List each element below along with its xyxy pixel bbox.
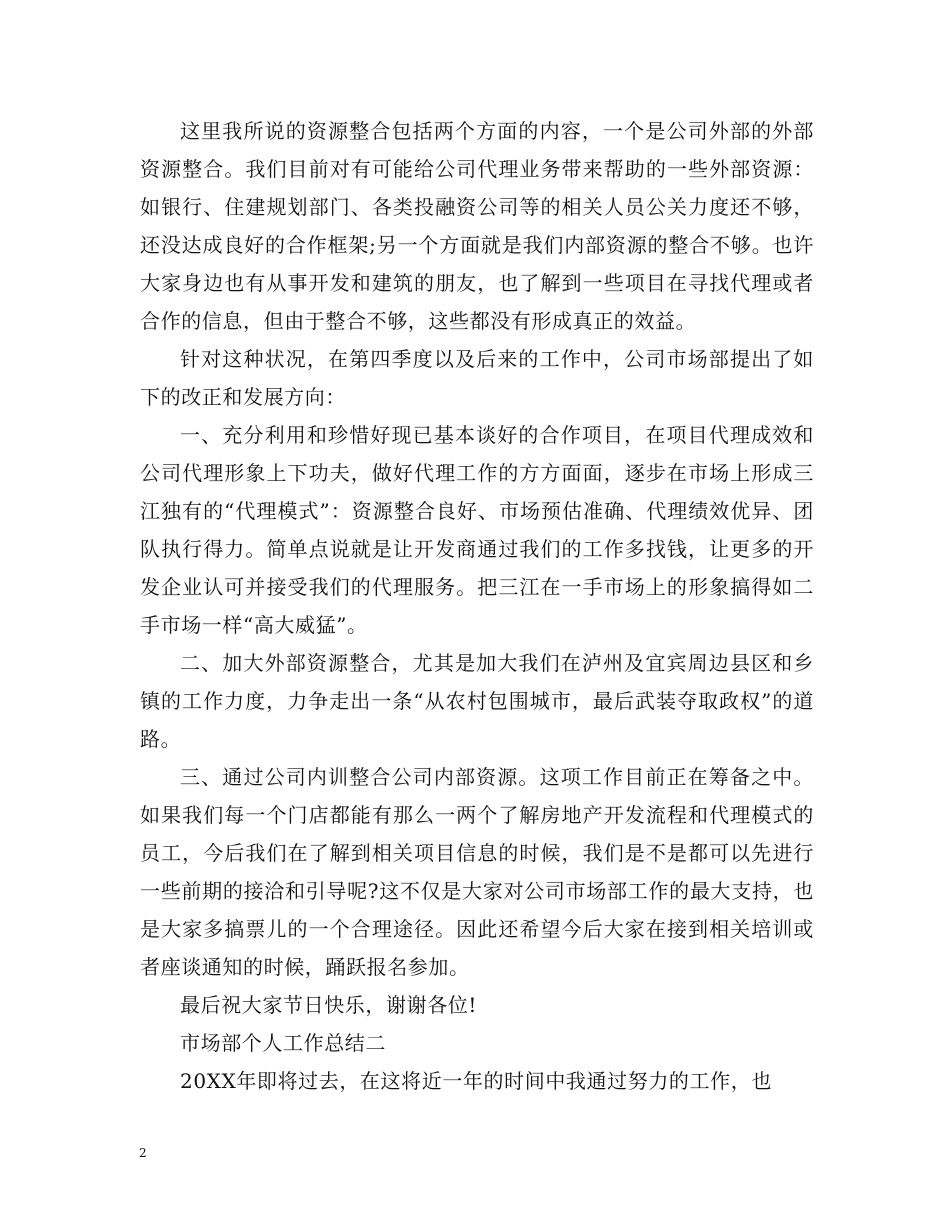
section-heading: 市场部个人工作总结二 xyxy=(180,1031,386,1055)
paragraph-point-two: 二、加大外部资源整合，尤其是加大我们在泸州及宜宾周边县区和乡镇的工作力度，力争走出一条“从农村包围城市，最后武装夺取政权”的道路。 xyxy=(140,651,814,751)
paragraph-q4-directions: 针对这种状况，在第四季度以及后来的工作中，公司市场部提出了如下的改正和发展方向： xyxy=(140,347,814,409)
paragraph-year-summary: 20XX年即将过去，在这将近一年的时间中我通过努力的工作，也 xyxy=(180,1069,772,1093)
paragraph-closing: 最后祝大家节日快乐，谢谢各位! xyxy=(180,993,478,1017)
document-body xyxy=(140,112,814,1100)
page-number: 2 xyxy=(139,1146,147,1160)
paragraph-resource-integration: 这里我所说的资源整合包括两个方面的内容，一个是公司外部的外部资源整合。我们目前对有可能给公司代理业务带来帮助的一些外部资源：如银行、住建规划部门、各类投融资公司等的相关人员公关力度还不够，还没达成良好的合作框架;另一个方面就是我们内部资源的整合不够。也许大家身边也有从事开发和建筑的朋友，也了解到一些项目在寻找代理或者合作的信息，但由于整合不够，这些都没有形成真正的效益。 xyxy=(140,119,814,333)
paragraph-point-one: 一、充分利用和珍惜好现已基本谈好的合作项目，在项目代理成效和公司代理形象上下功夫，做好代理工作的方方面面，逐步在市场上形成三江独有的“代理模式”：资源整合良好、市场预估准确、代理绩效优异、团队执行得力。简单点说就是让开发商通过我们的工作多找钱，让更多的开发企业认可并接受我们的代理服务。把三江在一手市场上的形象搞得如二手市场一样“高大威猛”。 xyxy=(140,423,814,637)
paragraph-point-three: 三、通过公司内训整合公司内部资源。这项工作目前正在筹备之中。如果我们每一个门店都能有那么一两个了解房地产开发流程和代理模式的员工，今后我们在了解到相关项目信息的时候，我们是不是都可以先进行一些前期的接洽和引导呢?这不仅是大家对公司市场部工作的最大支持，也是大家多搞票儿的一个合理途径。因此还希望今后大家在接到相关培训或者座谈通知的时候，踊跃报名参加。 xyxy=(140,765,814,979)
